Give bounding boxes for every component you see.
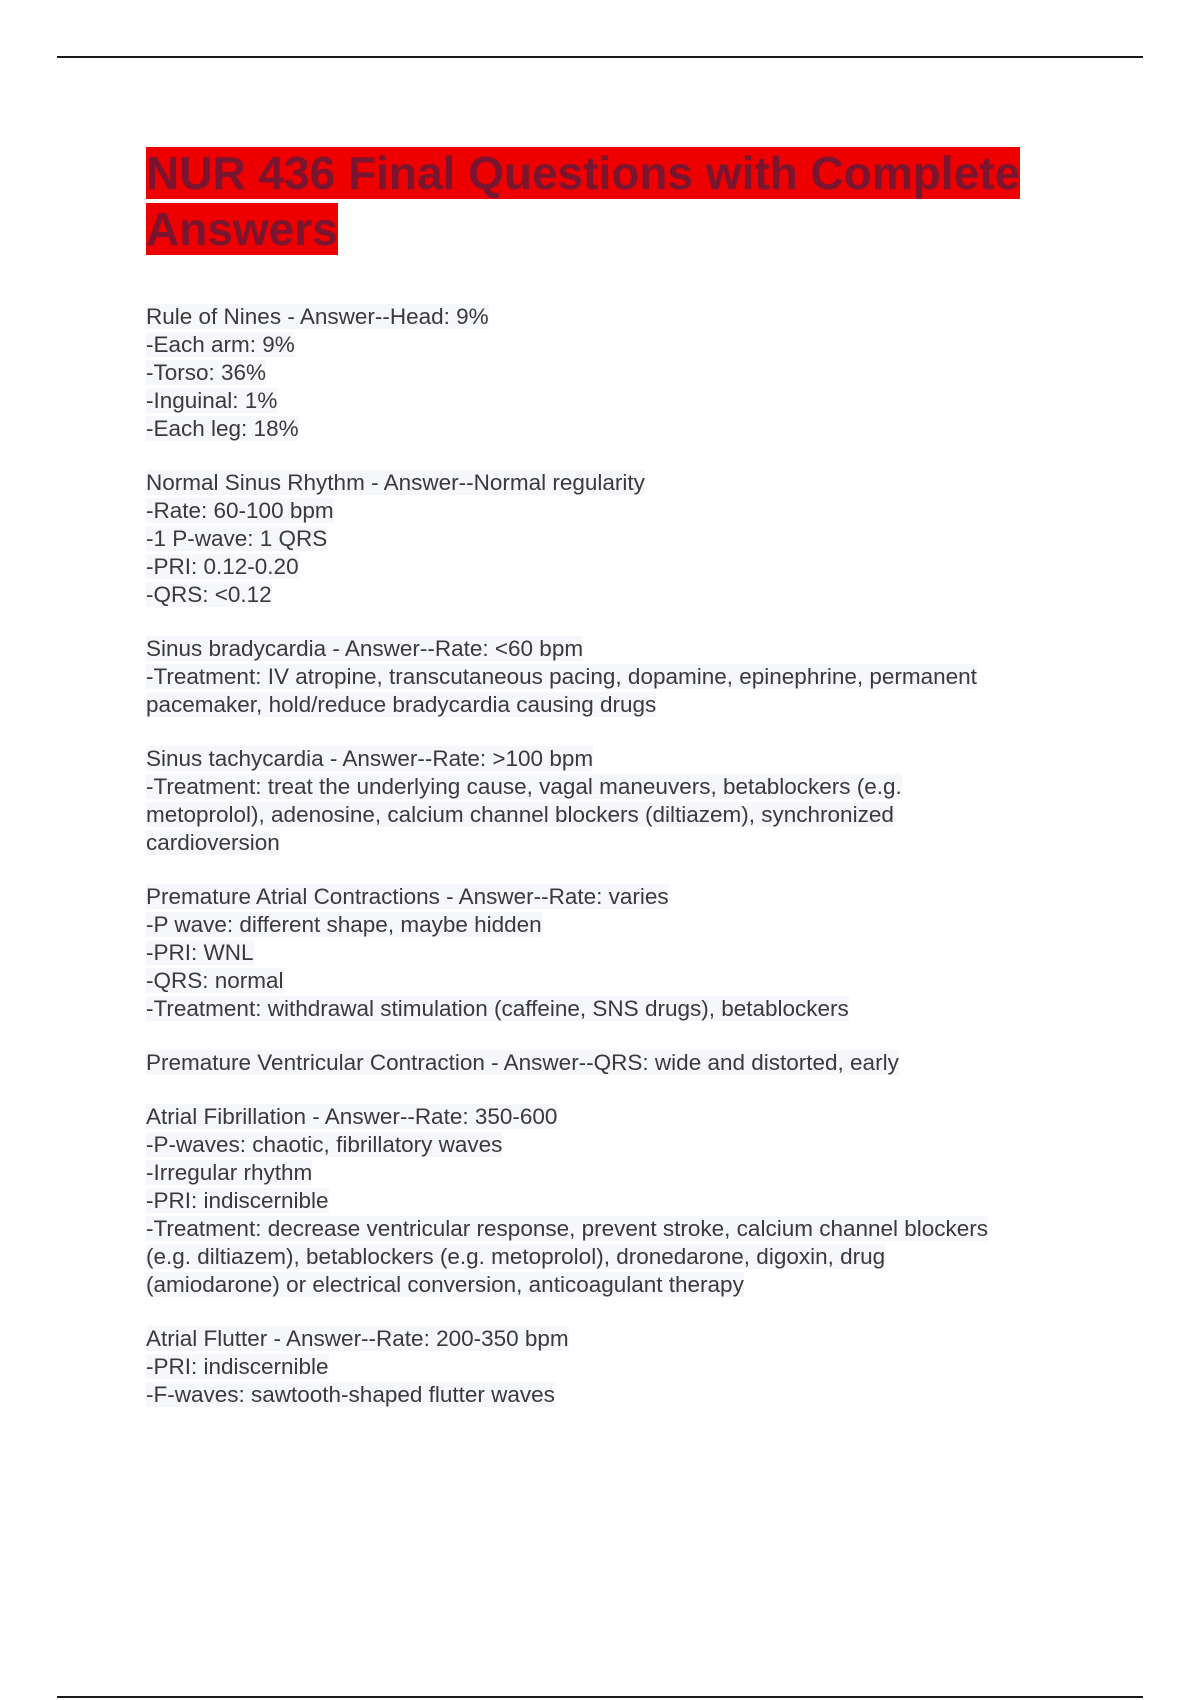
- qa-answer-line: [146, 1187, 1076, 1215]
- qa-answer-line: [146, 1353, 1076, 1381]
- qa-entry: [146, 303, 1076, 443]
- qa-line-text: -PRI: WNL: [146, 940, 254, 965]
- qa-line-text: (amiodarone) or electrical conversion, anticoagulant therapy: [146, 1272, 744, 1297]
- qa-answer-line: [146, 1271, 1076, 1299]
- qa-line-text: (e.g. diltiazem), betablockers (e.g. metoprolol), dronedarone, digoxin, drug: [146, 1244, 886, 1269]
- qa-answer-line: [146, 829, 1076, 857]
- qa-line-text: -P wave: different shape, maybe hidden: [146, 912, 542, 937]
- qa-line-text: -PRI: 0.12-0.20: [146, 554, 299, 579]
- qa-question-line: [146, 745, 1076, 773]
- qa-answer-line: [146, 387, 1076, 415]
- qa-line-text: -Treatment: treat the underlying cause, vagal maneuvers, betablockers (e.g.: [146, 774, 902, 799]
- qa-line-text: -Rate: 60-100 bpm: [146, 498, 334, 523]
- qa-line-text: cardioversion: [146, 830, 280, 855]
- qa-entry: [146, 745, 1076, 857]
- qa-answer-line: [146, 691, 1076, 719]
- qa-answer-line: [146, 553, 1076, 581]
- qa-line-text: -Torso: 36%: [146, 360, 267, 385]
- qa-answer-line: [146, 911, 1076, 939]
- qa-entry: [146, 883, 1076, 1023]
- qa-answer-line: [146, 525, 1076, 553]
- qa-question-line: [146, 1325, 1076, 1353]
- qa-question-line: [146, 469, 1076, 497]
- qa-line-text: -Each leg: 18%: [146, 416, 299, 441]
- qa-line-text: Premature Ventricular Contraction - Answer--QRS: wide and distorted, early: [146, 1050, 899, 1075]
- bottom-rule: [57, 1696, 1143, 1698]
- qa-answer-line: [146, 995, 1076, 1023]
- qa-answer-line: [146, 497, 1076, 525]
- qa-answer-line: [146, 331, 1076, 359]
- qa-answer-line: [146, 801, 1076, 829]
- document-title-text: NUR 436 Final Questions with Complete Answers: [146, 147, 1021, 255]
- qa-entry: [146, 469, 1076, 609]
- qa-answer-line: [146, 415, 1076, 443]
- qa-line-text: Sinus bradycardia - Answer--Rate: <60 bpm: [146, 636, 584, 661]
- qa-line-text: Premature Atrial Contractions - Answer--Rate: varies: [146, 884, 669, 909]
- top-rule: [57, 56, 1143, 58]
- qa-line-text: -Treatment: decrease ventricular response, prevent stroke, calcium channel blockers: [146, 1216, 989, 1241]
- qa-answer-line: [146, 663, 1076, 691]
- qa-question-line: [146, 1103, 1076, 1131]
- qa-line-text: -QRS: normal: [146, 968, 284, 993]
- qa-answer-line: [146, 1243, 1076, 1271]
- qa-line-text: Atrial Fibrillation - Answer--Rate: 350-600: [146, 1104, 558, 1129]
- qa-line-text: -1 P-wave: 1 QRS: [146, 526, 328, 551]
- qa-question-line: [146, 1049, 1076, 1077]
- qa-question-line: [146, 303, 1076, 331]
- qa-answer-line: [146, 581, 1076, 609]
- qa-entry: [146, 635, 1076, 719]
- qa-line-text: -Treatment: IV atropine, transcutaneous pacing, dopamine, epinephrine, permanent: [146, 664, 977, 689]
- qa-line-text: pacemaker, hold/reduce bradycardia causing drugs: [146, 692, 657, 717]
- qa-line-text: -F-waves: sawtooth-shaped flutter waves: [146, 1382, 555, 1407]
- qa-question-line: [146, 883, 1076, 911]
- qa-line-text: Normal Sinus Rhythm - Answer--Normal regularity: [146, 470, 645, 495]
- qa-answer-line: [146, 359, 1076, 387]
- qa-answer-line: [146, 773, 1076, 801]
- qa-line-text: -Each arm: 9%: [146, 332, 295, 357]
- qa-answer-line: [146, 1381, 1076, 1409]
- qa-line-text: Rule of Nines - Answer--Head: 9%: [146, 304, 489, 329]
- qa-answer-line: [146, 967, 1076, 995]
- qa-line-text: -Treatment: withdrawal stimulation (caffeine, SNS drugs), betablockers: [146, 996, 849, 1021]
- qa-line-text: -P-waves: chaotic, fibrillatory waves: [146, 1132, 503, 1157]
- qa-line-text: -PRI: indiscernible: [146, 1188, 329, 1213]
- qa-list: [146, 303, 1076, 1435]
- qa-line-text: -PRI: indiscernible: [146, 1354, 329, 1379]
- qa-entry: [146, 1325, 1076, 1409]
- qa-line-text: -Irregular rhythm: [146, 1160, 313, 1185]
- qa-line-text: metoprolol), adenosine, calcium channel blockers (diltiazem), synchronized: [146, 802, 894, 827]
- qa-line-text: Sinus tachycardia - Answer--Rate: >100 bpm: [146, 746, 594, 771]
- qa-answer-line: [146, 1215, 1076, 1243]
- document-title: [146, 145, 1076, 257]
- qa-entry: [146, 1049, 1076, 1077]
- qa-answer-line: [146, 1131, 1076, 1159]
- qa-question-line: [146, 635, 1076, 663]
- qa-answer-line: [146, 939, 1076, 967]
- qa-answer-line: [146, 1159, 1076, 1187]
- qa-entry: [146, 1103, 1076, 1299]
- qa-line-text: Atrial Flutter - Answer--Rate: 200-350 bpm: [146, 1326, 569, 1351]
- qa-line-text: -Inguinal: 1%: [146, 388, 278, 413]
- qa-line-text: -QRS: <0.12: [146, 582, 272, 607]
